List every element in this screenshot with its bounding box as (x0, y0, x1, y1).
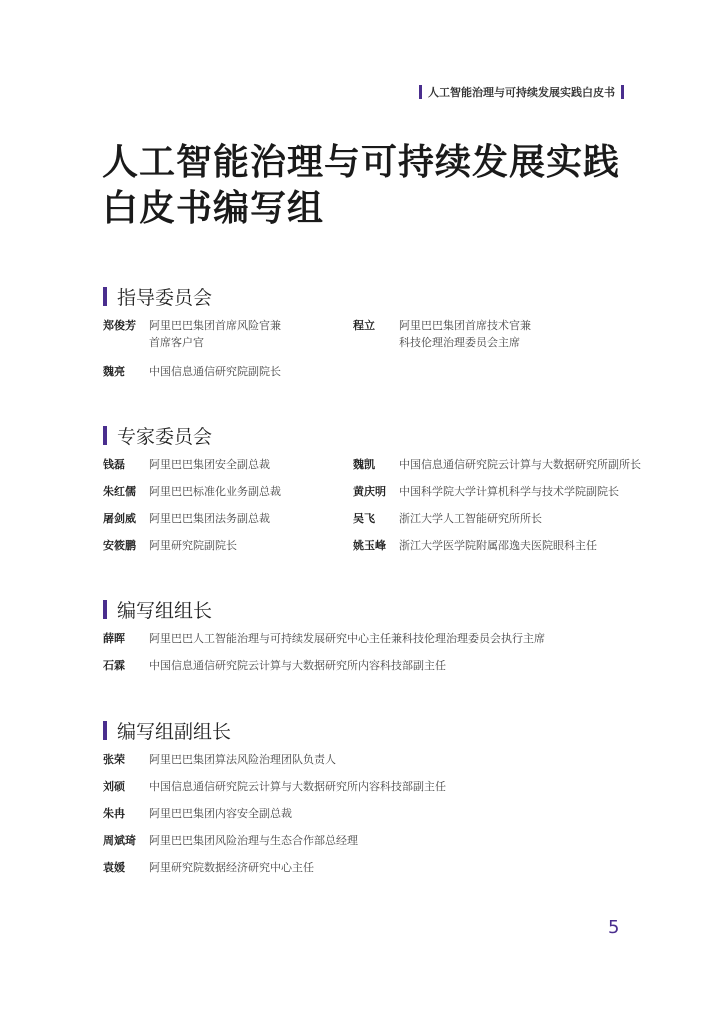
member-name: 朱红儒 (103, 485, 136, 498)
member-role: 阿里巴巴人工智能治理与可持续发展研究中心主任兼科技伦理治理委员会执行主席 (149, 632, 545, 645)
member-name: 黄庆明 (353, 485, 386, 498)
experts-list (103, 456, 703, 554)
section-heading-experts (103, 422, 212, 449)
section-heading-text: 编写组组长 (117, 600, 213, 622)
section-bar (103, 721, 107, 740)
member-name: 石霖 (103, 659, 125, 672)
member-name: 朱冉 (103, 807, 125, 820)
member-name: 周斌琦 (103, 834, 136, 847)
member-name: 张荣 (103, 753, 125, 766)
member-name: 姚玉峰 (353, 539, 386, 552)
member-role (399, 317, 699, 351)
running-header (419, 84, 624, 100)
member-name: 魏凯 (353, 458, 375, 471)
member-role: 阿里巴巴标准化业务副总裁 (149, 485, 281, 498)
section-bar (103, 287, 107, 306)
member-role: 阿里研究院副院长 (149, 539, 237, 552)
member-name: 吴飞 (353, 512, 375, 525)
member (103, 363, 353, 380)
member-role: 中国信息通信研究院副院长 (149, 365, 281, 378)
member (103, 805, 703, 822)
member-name: 郑俊芳 (103, 319, 136, 332)
leaders-list (103, 630, 703, 684)
member-name: 程立 (353, 319, 375, 332)
page-title (102, 140, 702, 232)
member-role-line2: 科技伦理治理委员会主席 (399, 336, 520, 349)
member-role (149, 317, 299, 351)
running-title: 人工智能治理与可持续发展实践白皮书 (428, 86, 615, 99)
section-heading-guidance (103, 283, 212, 310)
member-name: 魏亮 (103, 365, 125, 378)
member (353, 537, 703, 554)
member-role: 浙江大学人工智能研究所所长 (399, 512, 542, 525)
member-role-line2: 首席客户官 (149, 336, 204, 349)
member (103, 657, 703, 674)
member-role: 阿里巴巴集团安全副总裁 (149, 458, 270, 471)
member (103, 510, 353, 527)
section-heading-deputies (103, 717, 231, 744)
member-role: 中国信息通信研究院云计算与大数据研究所内容科技部副主任 (149, 659, 446, 672)
member-name: 刘硕 (103, 780, 125, 793)
member-role: 阿里巴巴集团内容安全副总裁 (149, 807, 292, 820)
section-bar (103, 600, 107, 619)
section-heading-leaders (103, 596, 212, 623)
member (103, 317, 353, 351)
section-heading-text: 专家委员会 (117, 426, 213, 448)
member (353, 510, 703, 527)
member-role: 中国信息通信研究院云计算与大数据研究所内容科技部副主任 (149, 780, 446, 793)
member-role: 阿里研究院数据经济研究中心主任 (149, 861, 314, 874)
header-bar-left (419, 85, 422, 99)
member (353, 483, 703, 500)
member-role: 阿里巴巴集团法务副总裁 (149, 512, 270, 525)
member-role: 阿里巴巴集团算法风险治理团队负责人 (149, 753, 336, 766)
member (103, 483, 353, 500)
member-name: 屠剑威 (103, 512, 136, 525)
member-name: 袁媛 (103, 861, 125, 874)
section-heading-text: 指导委员会 (117, 287, 213, 309)
member (103, 778, 703, 795)
member-role: 中国科学院大学计算机科学与技术学院副院长 (399, 485, 619, 498)
member-role: 中国信息通信研究院云计算与大数据研究所副所长 (399, 458, 641, 471)
member (103, 537, 353, 554)
member (103, 832, 703, 849)
section-bar (103, 426, 107, 445)
member (103, 456, 353, 473)
section-heading-text: 编写组副组长 (117, 721, 232, 743)
member-name: 薛晖 (103, 632, 125, 645)
member (103, 859, 703, 876)
header-bar-right (621, 85, 624, 99)
member-role: 阿里巴巴集团风险治理与生态合作部总经理 (149, 834, 358, 847)
member-role: 浙江大学医学院附属邵逸夫医院眼科主任 (399, 539, 597, 552)
page-title-line2: 白皮书编写组 (102, 188, 325, 229)
member (353, 456, 703, 473)
deputies-list (103, 751, 703, 886)
member (103, 630, 703, 647)
member-name: 钱磊 (103, 458, 125, 471)
page-title-line1: 人工智能治理与可持续发展实践 (102, 142, 621, 183)
member (353, 317, 703, 351)
guidance-list (103, 317, 703, 380)
member (103, 751, 703, 768)
member-role-line1: 阿里巴巴集团首席风险官兼 (149, 319, 281, 332)
page-number: 5 (608, 917, 620, 938)
member-role-line1: 阿里巴巴集团首席技术官兼 (399, 319, 531, 332)
member-name: 安筱鹏 (103, 539, 136, 552)
